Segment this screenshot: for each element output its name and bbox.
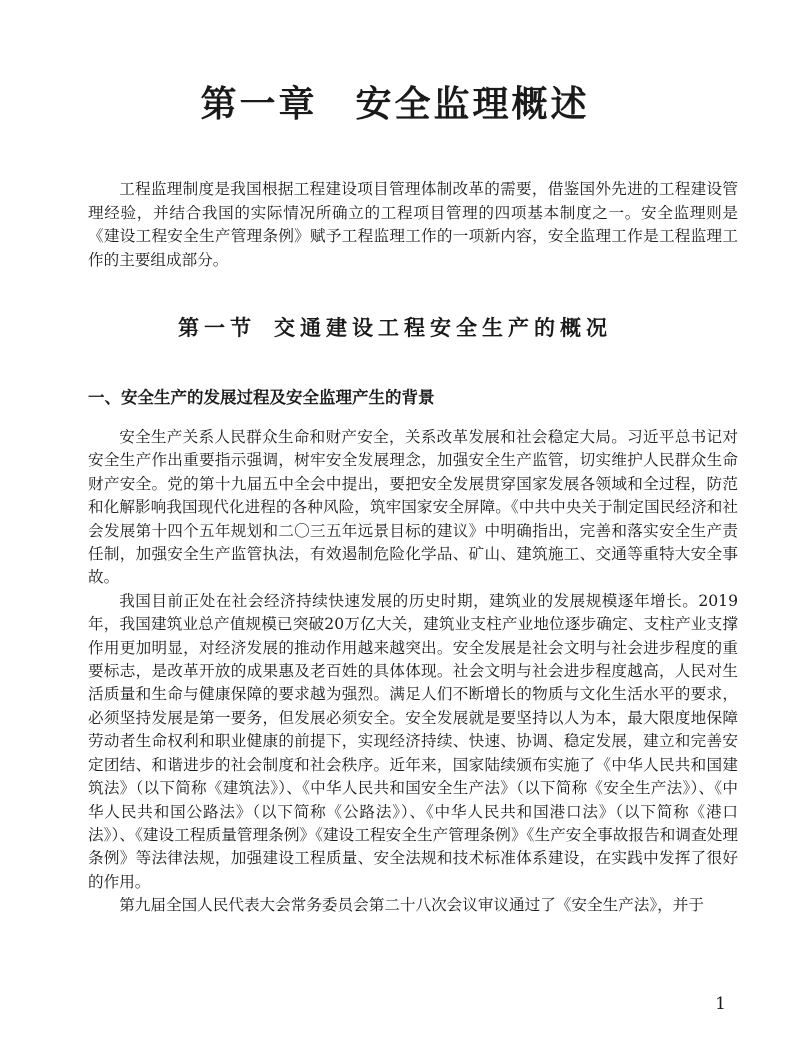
- body-text: [88, 426, 738, 918]
- section-name: 交通建设工程安全生产的概况: [274, 315, 612, 340]
- chapter-label: 第一章: [200, 84, 318, 125]
- section-title: [0, 312, 790, 342]
- body-paragraph-2: 我国目前正处在社会经济持续快速发展的历史时期，建筑业的发展规模逐年增长。2019年，我国建筑业总产值规模已突破20万亿大关，建筑业支柱产业地位逐步确定、支柱产业支撑作用更加明显，对经济发展的推动作用越来越突出。安全发展是社会文明与社会进步程度的重要标志，是改革开放的成果惠及老百姓的具体体现。社会文明与社会进步程度越高，人民对生活质量和生命与健康保障的要求越为强烈。满足人们不断增长的物质与文化生活水平的要求，必须坚持发展是第一要务，但发展必须安全。安全发展就是要坚持以人为本，最大限度地保障劳动者生命权利和职业健康的前提下，实现经济持续、快速、协调、稳定发展，建立和完善安定团结、和谐进步的社会制度和社会秩序。近年来，国家陆续颁布实施了《中华人民共和国建筑法》（以下简称《建筑法》）、《中华人民共和国安全生产法》（以下简称《安全生产法》）、《中华人民共和国公路法》（以下简称《公路法》）、《中华人民共和国港口法》（以下简称《港口法》）、《建设工程质量管理条例》《建设工程安全生产管理条例》《生产安全事故报告和调查处理条例》等法律法规，加强建设工程质量、安全法规和技术标准体系建设，在实践中发挥了很好的作用。: [88, 591, 738, 891]
- intro-paragraph: 工程监理制度是我国根据工程建设项目管理体制改革的需要，借鉴国外先进的工程建设管理经验，并结合我国的实际情况所确立的工程项目管理的四项基本制度之一。安全监理则是《建设工程安全生产管理条例》赋予工程监理工作的一项新内容，安全监理工作是工程监理工作的主要组成部分。: [88, 180, 738, 269]
- body-paragraph-3: 第九届全国人民代表大会常务委员会第二十八次会议审议通过了《安全生产法》，并于: [119, 896, 704, 915]
- subsection-title: 一、安全生产的发展过程及安全监理产生的背景: [88, 388, 435, 407]
- chapter-title: [0, 76, 790, 127]
- section-label: 第一节: [178, 315, 256, 340]
- page-number: 1: [715, 994, 726, 1014]
- body-paragraph-1: 安全生产关系人民群众生命和财产安全，关系改革发展和社会稳定大局。习近平总书记对安全生产作出重要指示强调，树牢安全发展理念，加强安全生产监管，切实维护人民群众生命财产安全。党的第十九届五中全会中提出，要把安全发展贯穿国家发展各领域和全过程，防范和化解影响我国现代化进程的各种风险，筑牢国家安全屏障。《中共中央关于制定国民经济和社会发展第十四个五年规划和二〇三五年远景目标的建议》中明确指出，完善和落实安全生产责任制，加强安全生产监管执法，有效遏制危险化学品、矿山、建筑施工、交通等重特大安全事故。: [88, 428, 738, 587]
- chapter-name: 安全监理概述: [355, 84, 590, 125]
